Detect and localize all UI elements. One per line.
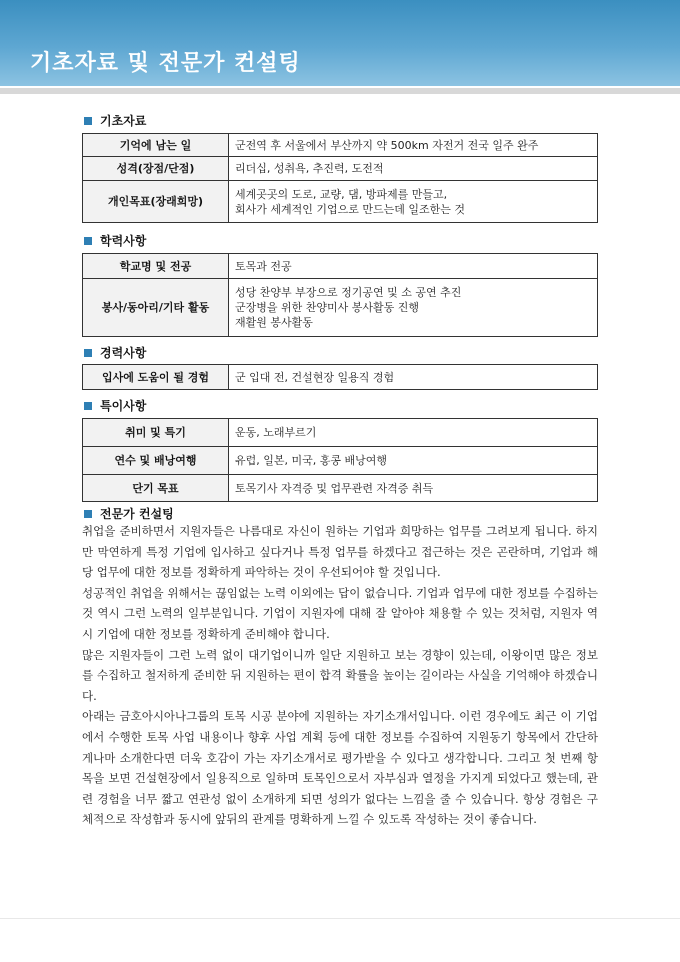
consulting-paragraph: 성공적인 취업을 위해서는 끊임없는 노력 이외에는 답이 없습니다. 기업과 업무에 대한 정보를 수집하는 것 역시 그런 노력의 일부분입니다. 기업이 지원자에 대해 잘 알아야 채용할 수 있는 것처럼, 지원자 역시 기업에 대한 정보를 정확하게 준비해야 합니다. [82, 585, 598, 641]
row-label: 입사에 도움이 될 경험 [83, 365, 229, 390]
row-value [229, 279, 598, 337]
table-row [83, 254, 598, 279]
row-label: 개인목표(장래희망) [83, 181, 229, 223]
row-label: 단기 목표 [83, 475, 229, 502]
row-value [229, 181, 598, 223]
row-label: 연수 및 배낭여행 [83, 447, 229, 475]
square-bullet-icon [84, 237, 92, 245]
section-basic-heading [84, 112, 146, 129]
education-table [82, 253, 598, 337]
table-row [83, 279, 598, 337]
section-career-title: 경력사항 [100, 346, 147, 360]
row-label: 기억에 남는 일 [83, 134, 229, 157]
consulting-body [82, 521, 598, 830]
basic-info-table [82, 133, 598, 223]
square-bullet-icon [84, 117, 92, 125]
value-line: 세계곳곳의 도로, 교량, 댐, 방파제를 만들고, [235, 187, 448, 201]
square-bullet-icon [84, 349, 92, 357]
header-banner [0, 0, 680, 86]
row-value: 유럽, 일본, 미국, 홍콩 배낭여행 [229, 447, 598, 475]
section-education-title: 학력사항 [100, 234, 147, 248]
row-label: 취미 및 특기 [83, 419, 229, 447]
table-row [83, 134, 598, 157]
row-label: 봉사/동아리/기타 활동 [83, 279, 229, 337]
row-value: 운동, 노래부르기 [229, 419, 598, 447]
table-row [83, 419, 598, 447]
consulting-paragraph: 아래는 금호아시아나그룹의 토목 시공 분야에 지원하는 자기소개서입니다. 이런 경우에도 최근 이 기업에서 수행한 토목 사업 내용이나 향후 사업 계획 등에 대한 정보를 수집하여 지원동기 항목에서 간단하게나마 소개한다면 더욱 호감이 가는 자기소개서로 평가받을 수 있다고 생각합니다. 그리고 첫 번째 항목을 보면 건설현장에서 일용직으로 일하며 토목인으로서 자부심과 열정을 가지게 되었다고 했는데, 관련 경험을 너무 짧고 연관성 없이 소개하게 되면 성의가 없다는 느낌을 줄 수 있습니다. 항상 경험은 구체적으로 작성함과 동시에 앞뒤의 관계를 명확하게 느낄 수 있도록 작성하는 것이 좋습니다. [82, 709, 598, 827]
special-table [82, 418, 598, 502]
square-bullet-icon [84, 510, 92, 518]
value-line: 군장병을 위한 찬양미사 봉사활동 진행 [235, 301, 420, 314]
table-row [83, 365, 598, 390]
table-row [83, 181, 598, 223]
footer-divider [0, 918, 680, 919]
row-value: 군 입대 전, 건설현장 일용직 경험 [229, 365, 598, 390]
table-row [83, 447, 598, 475]
value-line: 회사가 세계적인 기업으로 만드는데 일조한는 것 [235, 202, 466, 216]
section-education-heading [84, 232, 146, 249]
consulting-paragraph: 취업을 준비하면서 지원자들은 나름대로 자신이 원하는 기업과 희망하는 업무를 그려보게 됩니다. 하지만 막연하게 특정 기업에 입사하고 싶다거나 특정 업무를 하겠다고 접근하는 것은 곤란하며, 기업과 해당 업무에 대한 정보를 정확하게 파악하는 것이 우선되어야 할 것입니다. [82, 524, 598, 580]
row-value: 군전역 후 서울에서 부산까지 약 500km 자전거 전국 일주 완주 [229, 134, 598, 157]
table-row [83, 475, 598, 502]
career-table [82, 364, 598, 390]
section-career-heading [84, 344, 146, 361]
row-value: 토목과 전공 [229, 254, 598, 279]
section-basic-title: 기초자료 [100, 114, 147, 128]
header-divider [0, 88, 680, 94]
section-special-heading [84, 397, 146, 414]
section-consulting-heading [84, 505, 174, 522]
row-value: 리더십, 성취욕, 추진력, 도전적 [229, 157, 598, 181]
section-consulting-title: 전문가 컨설팅 [100, 507, 174, 521]
row-label: 학교명 및 전공 [83, 254, 229, 279]
page-title: 기초자료 및 전문가 컨설팅 [30, 51, 301, 76]
section-special-title: 특이사항 [100, 399, 147, 413]
square-bullet-icon [84, 402, 92, 410]
consulting-paragraph: 많은 지원자들이 그런 노력 없이 대기업이니까 일단 지원하고 보는 경향이 있는데, 이왕이면 많은 정보를 수집하고 철저하게 준비한 뒤 지원하는 편이 합격 확률을 높이는 길이라는 사실을 기억해야 하겠습니다. [82, 647, 598, 703]
value-line: 성당 찬양부 부장으로 정기공연 및 소 공연 추진 [235, 286, 462, 299]
value-line: 재활원 봉사활동 [235, 316, 313, 329]
table-row [83, 157, 598, 181]
row-label: 성격(장점/단점) [83, 157, 229, 181]
row-value: 토목기사 자격증 및 업무관련 자격증 취득 [229, 475, 598, 502]
